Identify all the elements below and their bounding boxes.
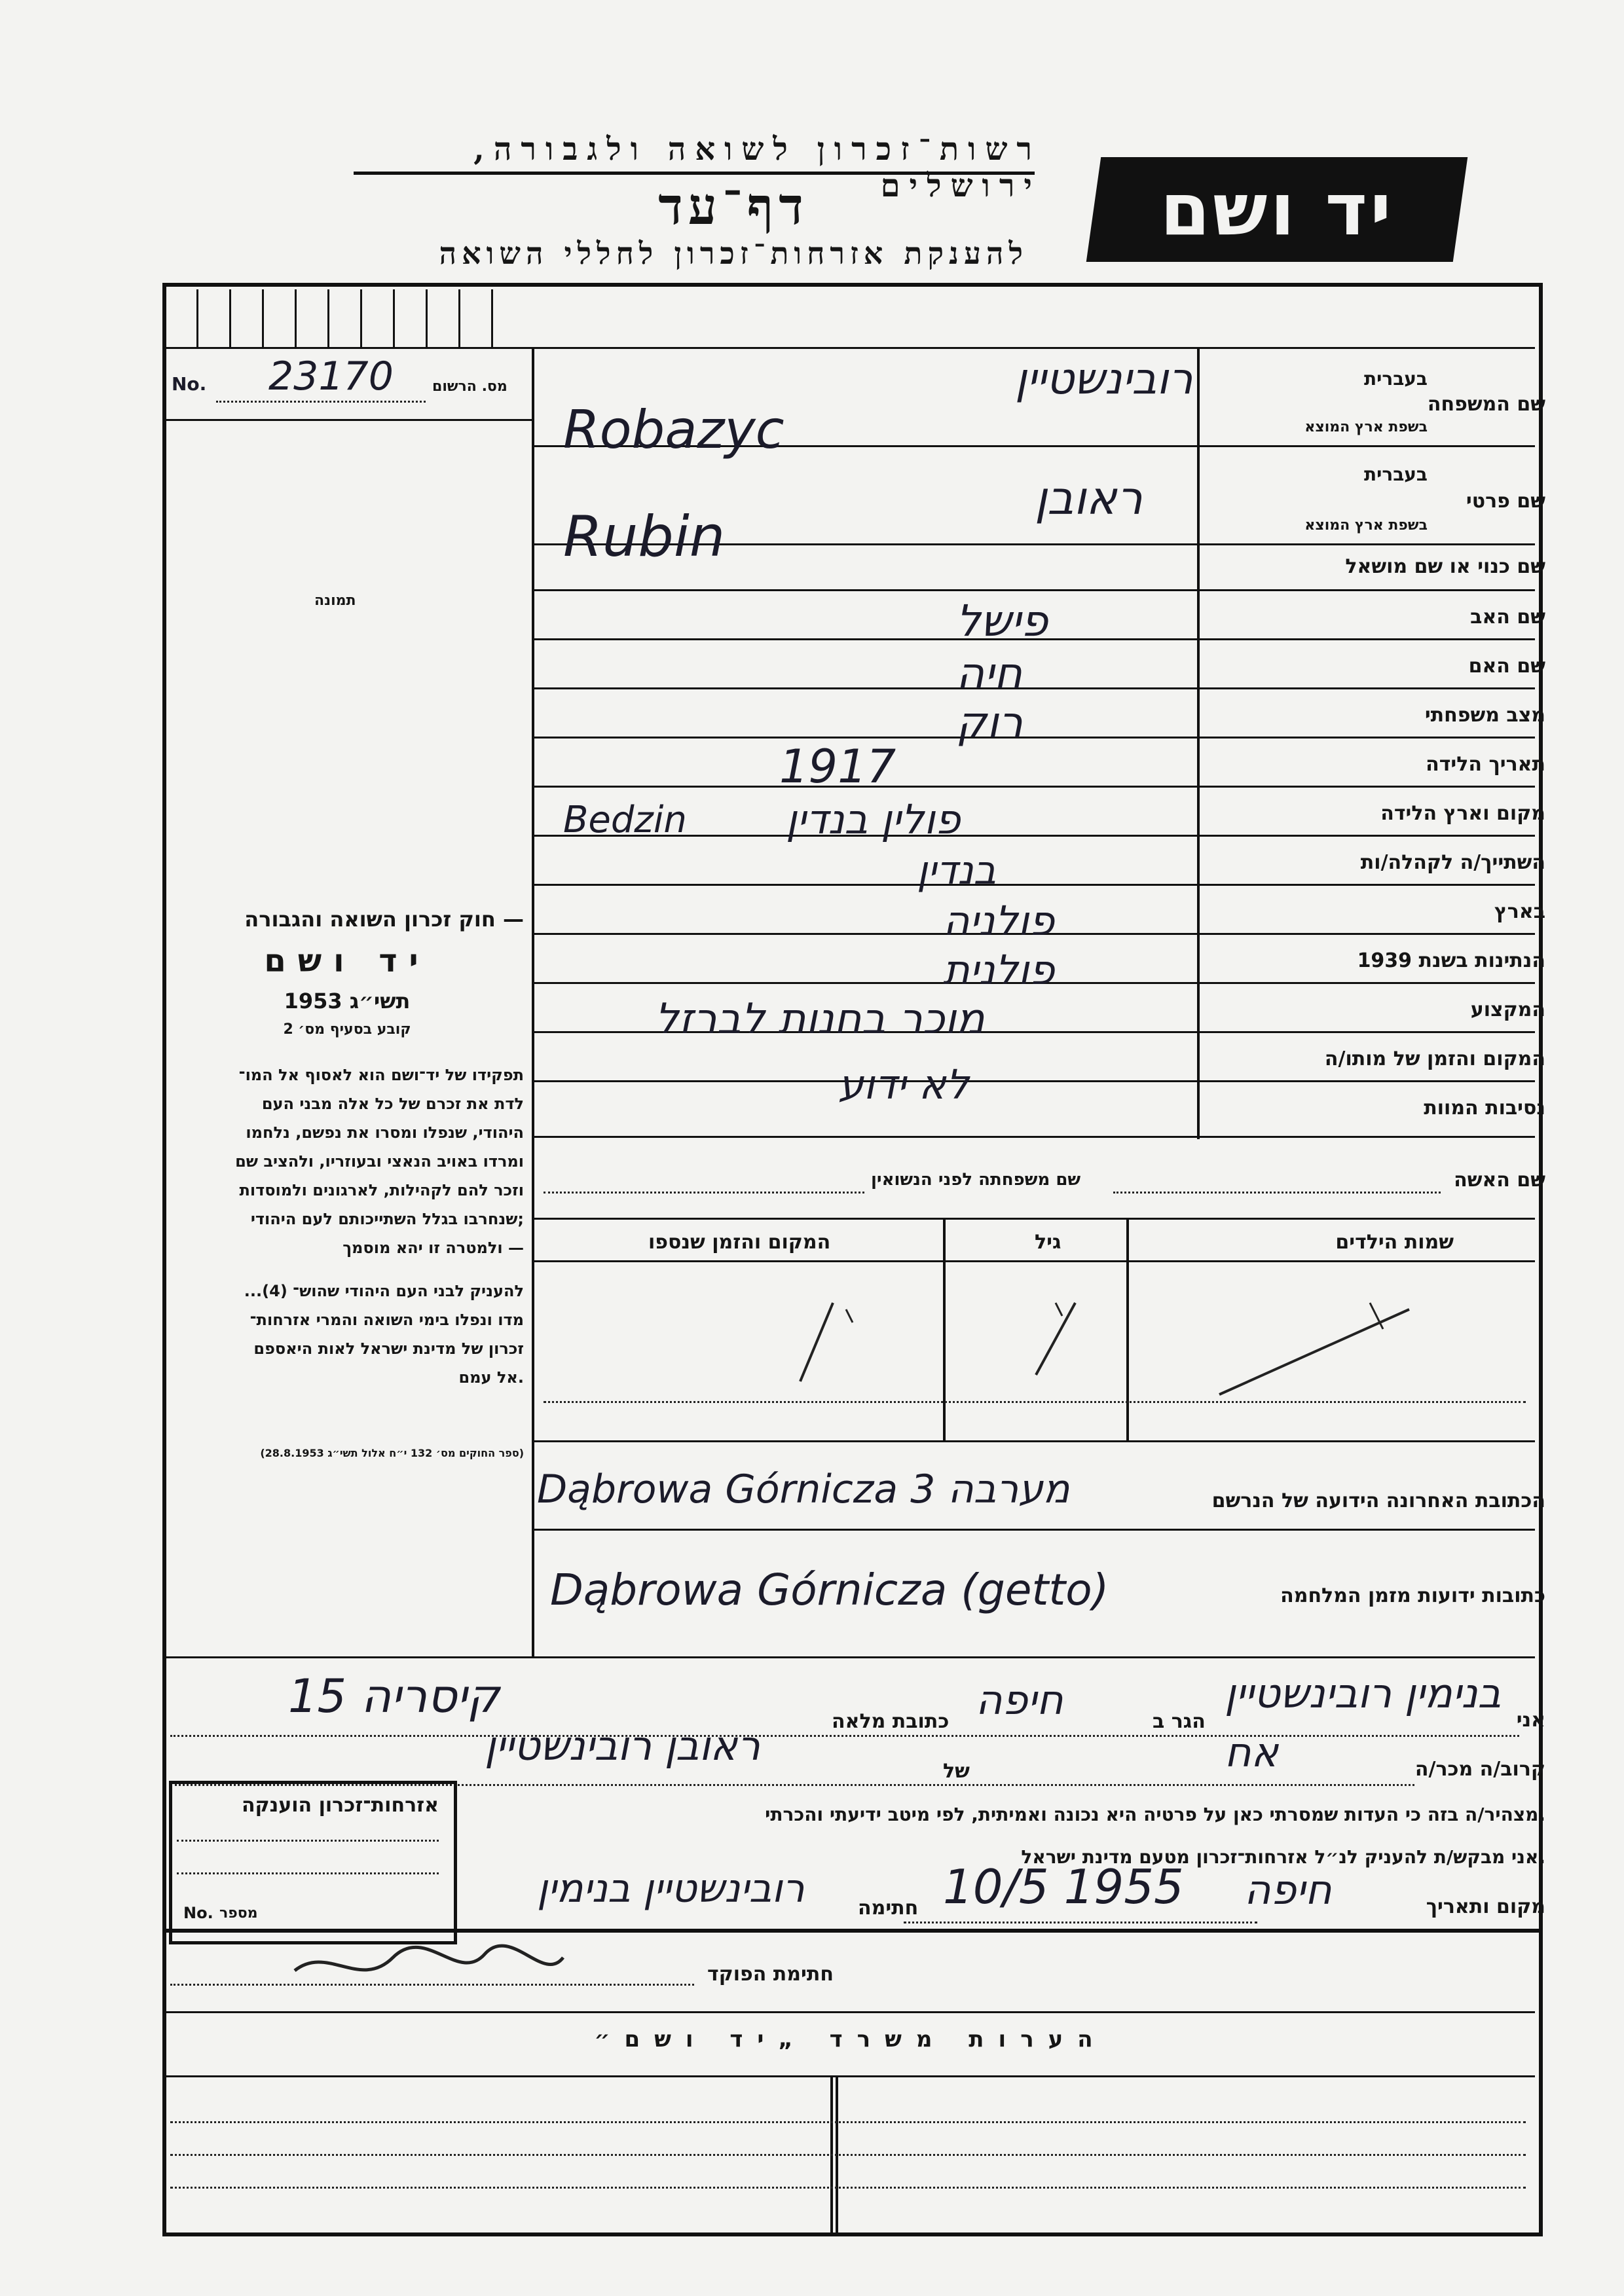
- country: פולניה: [943, 897, 1055, 945]
- citizenship-1939: פולנית: [943, 946, 1055, 994]
- declarant-name: בנימין רובינשטיין: [1225, 1669, 1502, 1717]
- label-place-date: מקום ותאריך: [1426, 1895, 1545, 1918]
- label-citizenship: הנתינות בשנת 1939: [1357, 949, 1545, 972]
- label-family-name: שם המשפחה: [1427, 393, 1545, 416]
- law-line: ...(4) להעניק לבני העם היהודי שהוש־: [244, 1282, 524, 1300]
- photo-label: תמונה: [314, 592, 356, 609]
- law-year: תשי״ג 1953: [284, 989, 411, 1013]
- form-subtitle: להענקת אזרחות־זכרון לחללי השואה: [439, 236, 1028, 271]
- label-nickname: שם כנוי או שם מושאל: [1345, 555, 1545, 578]
- request-text: אני מבקש/ת להעניק לנ״ל אזרחות־זכרון מטעם מדינת ישראל.: [1021, 1846, 1545, 1868]
- children-dash-marks: [532, 1264, 1535, 1440]
- marital-status: רוק: [956, 697, 1024, 748]
- declarant-city: חיפה: [976, 1676, 1063, 1724]
- sub-local-2: בשפת ארץ המוצא: [1304, 517, 1428, 534]
- header-underline: [354, 172, 1035, 175]
- label-birthplace: מקום וארץ הלידה: [1380, 802, 1545, 825]
- birth-place: פולין בנדין: [786, 795, 961, 843]
- label-death-cause: נסיבות המוות: [1424, 1097, 1545, 1120]
- label-signature: חתימה: [858, 1897, 919, 1920]
- declarant-address: קיסריה 15: [288, 1669, 500, 1723]
- mother-name: חיה: [956, 648, 1022, 699]
- law-line: ומרדו באויב הנאצי ובעוזריו, ולהציב שם: [235, 1152, 524, 1171]
- citizenship-box-title: אזרחות־זכרון הוענקה: [241, 1794, 439, 1817]
- label-officer-signature: חתימת הפוקד: [707, 1963, 834, 1986]
- form-title: דף־עד: [658, 177, 809, 236]
- date: 10/5 1955: [943, 1859, 1184, 1914]
- label-of: של: [943, 1760, 970, 1783]
- label-community: השתייך/ה לקהלה/ות: [1360, 851, 1545, 874]
- last-address: Dąbrowa Górnicza מערבה 3: [537, 1467, 1070, 1512]
- yad-vashem-logo: יד ושם: [1086, 157, 1467, 262]
- office-notes-title: הערות משרד „יד ושם״: [594, 2026, 1107, 2052]
- label-wife-maiden: שם משפחתה לפני הנשואין: [871, 1170, 1081, 1190]
- label-birthdate: תאריך הלידה: [1426, 753, 1545, 776]
- label-column-divider: [1197, 347, 1200, 1139]
- law-line: אל עמם.: [458, 1368, 524, 1387]
- citizenship-no-hebrew: מספר: [219, 1905, 258, 1922]
- law-source: (ספר החוקים מס׳ 132 י״ח אלול תשי״ג 28.8.1953): [260, 1447, 524, 1459]
- label-lives-in: הגר ב: [1153, 1710, 1206, 1733]
- law-line: היהודי, שנפלו ומסרו את נפשם, נלחמו: [246, 1123, 524, 1142]
- col-children-age: גיל: [1035, 1231, 1061, 1254]
- birth-place-local: Bedzin: [563, 799, 687, 841]
- label-profession: המקצוע: [1470, 998, 1545, 1021]
- signature: רובינשטיין בנימין: [537, 1866, 805, 1912]
- law-line: לדת את זכרם של כל אלה מבני העם: [261, 1095, 524, 1113]
- declaration-text: מצהיר/ה בזה כי העדות שמסרתי כאן על פרטיה היא נכונה ואמיתית, לפי מיטב ידיעתי והכרתי.: [765, 1804, 1545, 1825]
- authority-name: רשות־זכרון לשואה ולגבורה, ירושלים: [473, 131, 1041, 204]
- sub-hebrew-2: בעברית: [1363, 464, 1428, 485]
- law-line: זכרון של מדינת ישראל לאות היאספם: [253, 1339, 524, 1358]
- label-last-address: הכתובת האחרונה הידועה של הנרשם: [1211, 1489, 1545, 1512]
- registration-number: 23170: [268, 354, 394, 399]
- law-line: מדו ונפלו בימי השואה והמרי אזרחות־: [249, 1311, 524, 1329]
- col-children-place: המקום והזמן שנספו: [648, 1231, 831, 1254]
- first-name-local: Rubin: [563, 504, 726, 570]
- law-line: שנחרבו בגלל השתייכותם לעם היהודי;: [250, 1210, 524, 1228]
- law-line: ולמטרה זו יהא מוסמך —: [342, 1239, 524, 1257]
- label-country: בארץ: [1494, 900, 1545, 923]
- sub-local-1: בשפת ארץ המוצא: [1304, 419, 1428, 435]
- citizenship-no-label: No.: [183, 1904, 213, 1922]
- law-clause: קובע בסעיף מס׳ 2: [283, 1021, 411, 1038]
- community: בנדין: [917, 848, 997, 894]
- law-name: יד ושם: [264, 943, 430, 979]
- label-relation: קרוב/ה מכר/ה: [1414, 1758, 1545, 1781]
- label-death-place: המקום והזמן של מותו/ה: [1324, 1048, 1545, 1070]
- family-name-hebrew: רובינשטיין: [1015, 354, 1193, 404]
- place: חיפה: [1244, 1866, 1332, 1914]
- label-first-name: שם פרטי: [1466, 490, 1545, 513]
- top-grid-line: [166, 347, 1535, 349]
- registration-label: מס. הרשום: [432, 378, 507, 395]
- first-name-hebrew: ראובן: [1035, 471, 1143, 525]
- law-line: תפקידו של יד־ושם הוא לאסוף אל המו־: [238, 1066, 524, 1084]
- label-full-address: כתובת מלאה: [832, 1710, 950, 1733]
- death-place-time: לא ידוע: [838, 1061, 969, 1108]
- registration-no-label: No.: [172, 373, 207, 395]
- law-title: חוק זכרון השואה והגבורה —: [244, 907, 524, 932]
- family-name-local: Robazyc: [563, 399, 784, 460]
- label-i: אני: [1516, 1709, 1545, 1732]
- relation-of-name: ראובן רובינשטיין: [485, 1722, 760, 1770]
- profession: מוכר בחנות לברזל: [655, 995, 985, 1044]
- birth-date: 1917: [779, 740, 896, 793]
- label-marital: מצב משפחתי: [1424, 704, 1545, 727]
- father-name: פישל: [956, 596, 1048, 646]
- label-war-address: כתובות ידועות מזמן המלחמה: [1280, 1584, 1545, 1607]
- label-mother: שם האם: [1468, 655, 1545, 678]
- war-address: Dąbrowa Górnicza (getto): [550, 1565, 1109, 1615]
- sub-hebrew-1: בעברית: [1363, 368, 1428, 390]
- label-father: שם האב: [1470, 606, 1545, 629]
- law-line: וזכר להם לקהילות, לארגונים ולמוסדות: [239, 1181, 524, 1199]
- label-wife: שם האשה: [1454, 1169, 1545, 1192]
- col-children-names: שמות הילדים: [1335, 1231, 1454, 1254]
- relation: אח: [1225, 1728, 1278, 1776]
